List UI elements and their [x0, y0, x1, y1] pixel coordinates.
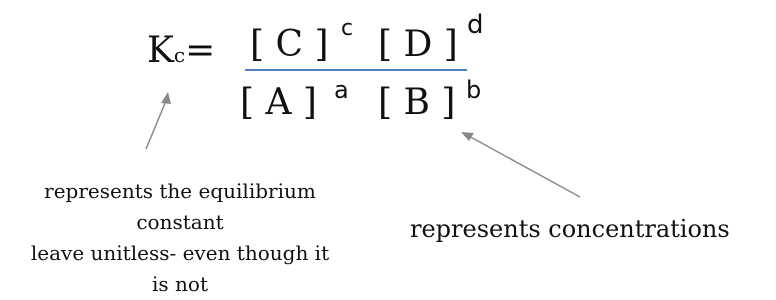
arrow-to-concentrations	[467, 135, 580, 197]
concentrations-note: represents concentrations	[410, 215, 730, 243]
exponent-a: a	[334, 76, 349, 104]
denominator-term-b: [ B ]	[378, 82, 456, 123]
exponent-c: c	[341, 16, 354, 41]
arrow-to-kc-head	[161, 92, 171, 104]
equals-sign: =	[185, 30, 216, 71]
numerator-term-c: [ C ]	[250, 24, 329, 65]
numerator-term-d: [ D ]	[378, 24, 458, 65]
kc-main: K	[147, 30, 174, 71]
kc-subscript: c	[173, 43, 186, 67]
note-line-2: constant	[136, 210, 224, 234]
note-line-4: is not	[152, 272, 208, 296]
note-line-3: leave unitless- even though it	[30, 241, 330, 265]
exponent-b: b	[466, 76, 482, 104]
arrow-to-kc	[146, 96, 168, 149]
note-line-1: represents the equilibrium	[44, 179, 316, 203]
denominator-term-a: [ A ]	[240, 82, 317, 123]
arrow-to-concentrations-head	[461, 132, 474, 141]
equilibrium-constant-note	[0, 176, 360, 300]
exponent-d: d	[467, 10, 484, 40]
